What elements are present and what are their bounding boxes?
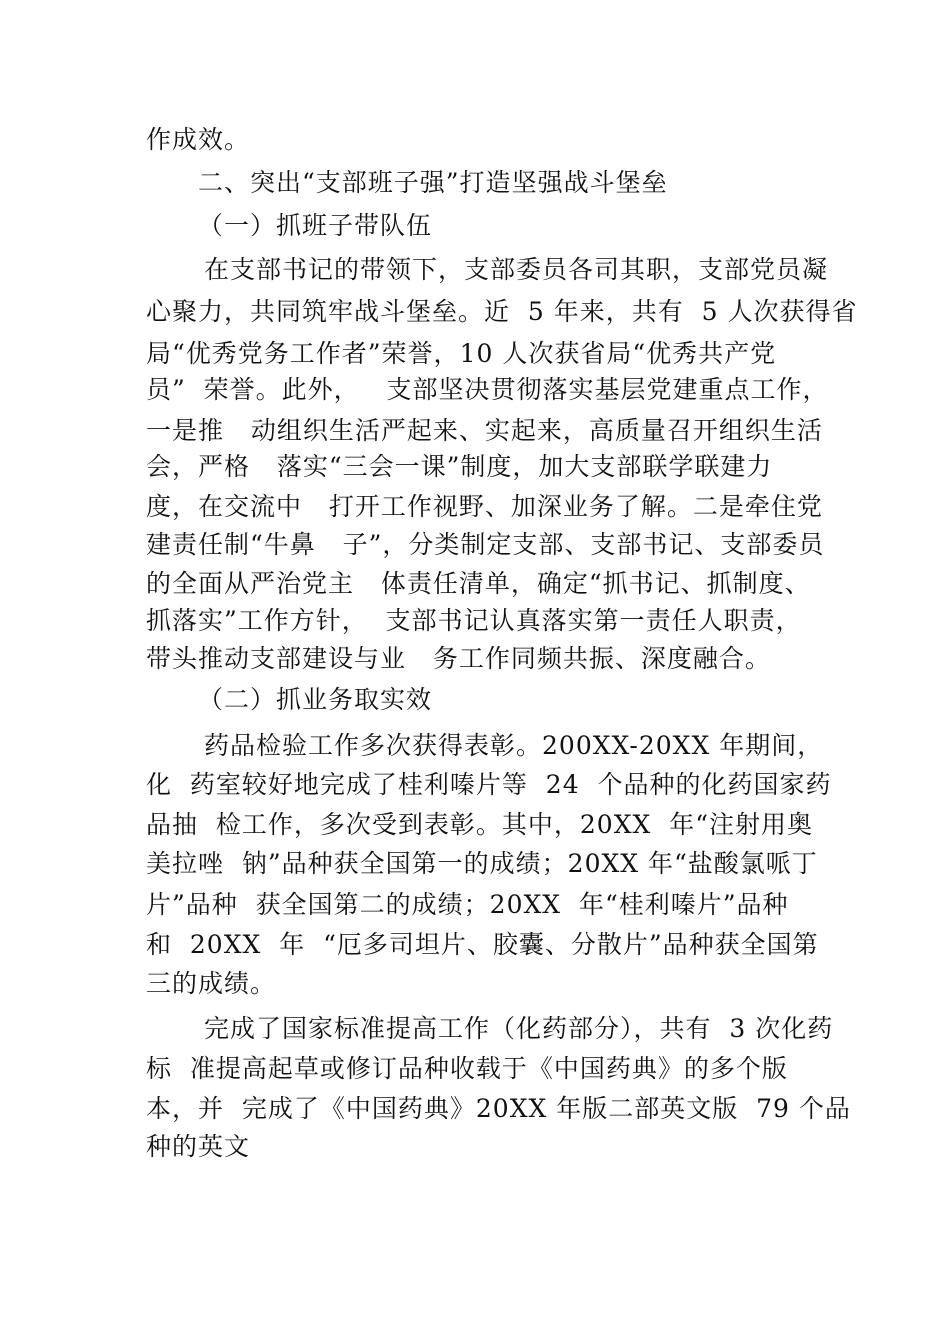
paragraph-line: 标 准提高起草或修订品种收载于《中国药典》的多个版 [146, 1054, 788, 1083]
paragraph-line: 种的英文 [146, 1132, 251, 1161]
paragraph-line: 片”品种 获全国第二的成绩；20XX 年“桂利嗪片”品种 [146, 890, 789, 919]
paragraph-line: 化 药室较好地完成了桂利嗪片等 24 个品种的化药国家药 [146, 770, 832, 799]
paragraph-line: 度，在交流中 打开工作视野、加深业务了解。二是牵住党 [146, 492, 823, 521]
paragraph-line: 在支部书记的带领下，支部委员各司其职，支部党员凝 [204, 255, 829, 284]
paragraph-line: 的全面从严治党主 体责任清单，确定“抓书记、抓制度、 [146, 569, 811, 598]
paragraph-line: 品抽 检工作，多次受到表彰。其中，20XX 年“注射用奥 [146, 810, 813, 839]
paragraph-line: 作成效。 [146, 125, 251, 154]
paragraph-line: 本，并 完成了《中国药典》20XX 年版二部英文版 79 个品 [146, 1094, 851, 1123]
paragraph-line: 一是推 动组织生活严起来、实起来，高质量召开组织生活 [146, 416, 823, 445]
paragraph-line: 带头推动支部建设与业 务工作同频共振、深度融合。 [146, 644, 771, 673]
section-heading: 二、突出“支部班子强”打造坚强战斗堡垒 [198, 168, 668, 197]
paragraph-line: 完成了国家标准提高工作（化药部分），共有 3 次化药 [204, 1014, 834, 1043]
paragraph-line: 会，严格 落实“三会一课”制度，加大支部联学联建力 [146, 452, 773, 481]
paragraph-line: 三的成绩。 [146, 969, 277, 998]
paragraph-line: 和 20XX 年 “厄多司坦片、胶囊、分散片”品种获全国第 [146, 930, 819, 959]
paragraph-line: 局“优秀党务工作者”荣誉，10 人次获省局“优秀共产党 [146, 339, 777, 368]
paragraph-line: 抓落实”工作方针， 支部书记认真落实第一责任人职责， [146, 606, 802, 635]
paragraph-line: 建责任制“牛鼻 子”，分类制定支部、支部书记、支部委员 [146, 530, 825, 559]
paragraph-line: 美拉唑 钠”品种获全国第一的成绩；20XX 年“盐酸氯哌丁 [146, 849, 818, 878]
subsection-heading: （二）抓业务取实效 [198, 685, 433, 714]
paragraph-line: 员” 荣誉。此外， 支部坚决贯彻落实基层党建重点工作， [146, 375, 829, 404]
paragraph-line: 药品检验工作多次获得表彰。200XX-20XX 年期间， [204, 731, 824, 760]
subsection-heading: （一）抓班子带队伍 [198, 211, 433, 240]
paragraph-line: 心聚力，共同筑牢战斗堡垒。近 5 年来，共有 5 人次获得省 [146, 297, 858, 326]
